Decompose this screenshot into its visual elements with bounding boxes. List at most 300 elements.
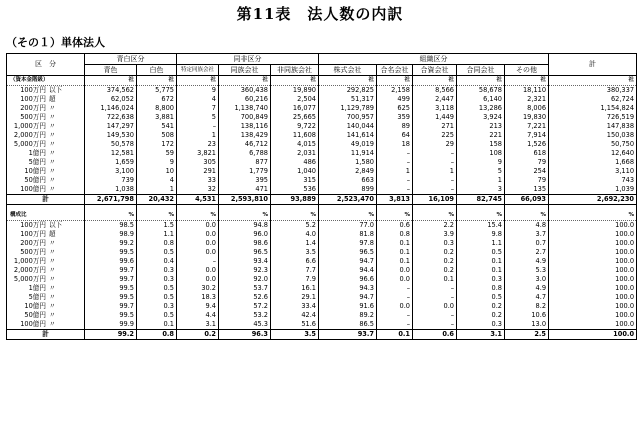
table-cell: 1,154,824 (549, 104, 637, 113)
table-cell: – (413, 320, 457, 330)
capital-suffix: 〃 (49, 176, 56, 184)
unit-cell: 社 (177, 76, 219, 86)
kubun-header: 区 分 (7, 54, 85, 76)
corporation-count-table (6, 53, 637, 340)
table-cell: 138,116 (219, 122, 271, 131)
table-cell: 33 (177, 176, 219, 185)
table-cell: 2.5 (505, 330, 549, 340)
table-cell: 0.1 (377, 330, 413, 340)
table-cell: 254 (505, 167, 549, 176)
table-cell: 1,039 (549, 185, 637, 195)
table-cell: 96.0 (219, 230, 271, 239)
table-cell: 2,593,810 (219, 195, 271, 205)
table-cell: 138,429 (219, 131, 271, 140)
table-cell: 89.2 (319, 311, 377, 320)
capital-amount: 200万円 (20, 239, 46, 247)
table-cell: 8,566 (413, 86, 457, 96)
table-cell: 1,038 (85, 185, 137, 195)
table-cell: 2,692,230 (549, 195, 637, 205)
table-cell: 722,638 (85, 113, 137, 122)
table-cell: 305 (177, 158, 219, 167)
table-cell: 0.1 (377, 239, 413, 248)
table-cell: 98.9 (85, 230, 137, 239)
table-cell: 62,052 (85, 95, 137, 104)
table-cell: – (377, 185, 413, 195)
table-cell: 0.5 (457, 248, 505, 257)
row-label (7, 113, 85, 122)
unit-cell: % (377, 211, 413, 221)
unit-cell: % (177, 211, 219, 221)
table-cell: 79 (505, 158, 549, 167)
table-cell: 5 (457, 167, 505, 176)
table-cell: 2,031 (271, 149, 319, 158)
row-label (7, 284, 85, 293)
table-cell: 0.1 (457, 266, 505, 275)
table-cell: 0.6 (413, 330, 457, 340)
capital-suffix: 〃 (49, 185, 56, 193)
capital-amount: 100億円 (20, 320, 46, 328)
table-cell: 53.2 (219, 311, 271, 320)
table-cell: 94.3 (319, 284, 377, 293)
capital-suffix: 〃 (49, 284, 56, 292)
col-header: 合資会社 (413, 65, 457, 76)
table-cell: 5.3 (505, 266, 549, 275)
row-label (7, 266, 85, 275)
table-cell: 7 (177, 104, 219, 113)
table-cell: – (177, 257, 219, 266)
table-cell: 3,924 (457, 113, 505, 122)
col-header: 株式会社 (319, 65, 377, 76)
table-cell: 1,138,740 (219, 104, 271, 113)
table-cell: 99.6 (85, 257, 137, 266)
table-cell: 94.4 (319, 266, 377, 275)
table-cell: 0.3 (457, 275, 505, 284)
table-cell: 100.0 (549, 239, 637, 248)
table-cell: 52.6 (219, 293, 271, 302)
table-subtitle: （その１）単体法人 (6, 36, 105, 49)
table-cell: 1,526 (505, 140, 549, 149)
table-cell: 93.7 (319, 330, 377, 340)
table-cell: – (377, 284, 413, 293)
capital-amount: 5億円 (28, 293, 46, 301)
capital-suffix: 超 (49, 230, 56, 238)
capital-suffix: 超 (49, 95, 56, 103)
table-cell: 315 (271, 176, 319, 185)
table-cell: 11,608 (271, 131, 319, 140)
row-label (7, 176, 85, 185)
table-cell: 3.0 (505, 275, 549, 284)
table-cell: 60,216 (219, 95, 271, 104)
table-cell: 99.5 (85, 293, 137, 302)
capital-suffix: 〃 (49, 311, 56, 319)
capital-amount: 2,000万円 (13, 266, 46, 274)
table-cell: 33.4 (271, 302, 319, 311)
unit-cell: % (219, 211, 271, 221)
table-cell: 100.0 (549, 302, 637, 311)
table-cell: 100.0 (549, 266, 637, 275)
pct-unit-row (7, 211, 637, 221)
table-cell: 0.1 (377, 257, 413, 266)
unit-cell: 社 (377, 76, 413, 86)
capital-suffix: 以下 (49, 221, 63, 229)
table-cell: 0.4 (137, 257, 177, 266)
table-cell: 91.6 (319, 302, 377, 311)
table-cell: 0.7 (505, 239, 549, 248)
table-cell: 0.1 (137, 320, 177, 330)
table-cell: 100.0 (549, 221, 637, 231)
table-cell: 1,659 (85, 158, 137, 167)
table-cell: 8.2 (505, 302, 549, 311)
table-row (7, 302, 637, 311)
unit-cell: % (85, 211, 137, 221)
table-cell: 0.3 (137, 302, 177, 311)
table-cell: – (377, 149, 413, 158)
table-cell: – (413, 158, 457, 167)
table-cell: 45.3 (219, 320, 271, 330)
table-cell: 499 (377, 95, 413, 104)
unit-cell: 社 (457, 76, 505, 86)
table-cell: 18,110 (505, 86, 549, 96)
table-cell: 8,800 (137, 104, 177, 113)
table-cell: 700,957 (319, 113, 377, 122)
capital-suffix: 〃 (49, 113, 56, 121)
table-cell: 147,297 (85, 122, 137, 131)
table-row (7, 122, 637, 131)
capital-suffix: 〃 (49, 293, 56, 301)
table-row (7, 239, 637, 248)
table-cell: 62,724 (549, 95, 637, 104)
capital-suffix: 〃 (49, 320, 56, 328)
table-cell: 1.1 (137, 230, 177, 239)
table-cell: 0.2 (413, 266, 457, 275)
table-cell: – (377, 158, 413, 167)
table-cell: 213 (457, 122, 505, 131)
table-cell: 2.2 (413, 221, 457, 231)
table-cell: 471 (219, 185, 271, 195)
table-cell: 508 (137, 131, 177, 140)
table-cell: 4,531 (177, 195, 219, 205)
capital-suffix: 以下 (49, 86, 63, 94)
capital-amount: 200万円 (20, 104, 46, 112)
table-cell: 0.3 (137, 266, 177, 275)
table-row (7, 185, 637, 195)
col-header: 非同族会社 (271, 65, 319, 76)
row-label (7, 140, 85, 149)
table-cell: 100.0 (549, 230, 637, 239)
table-cell: 19,890 (271, 86, 319, 96)
unit-cell: % (271, 211, 319, 221)
table-cell: 374,562 (85, 86, 137, 96)
capital-suffix: 〃 (49, 140, 56, 148)
table-cell: 380,337 (549, 86, 637, 96)
table-cell: 3.5 (271, 248, 319, 257)
col-header: 同族会社 (219, 65, 271, 76)
row-label (7, 86, 85, 96)
capital-suffix: 〃 (49, 239, 56, 247)
table-cell: – (413, 149, 457, 158)
capital-suffix: 〃 (49, 302, 56, 310)
table-cell: 1,580 (319, 158, 377, 167)
table-cell: 7.7 (271, 266, 319, 275)
table-cell: 77.0 (319, 221, 377, 231)
table-cell: 100.0 (549, 284, 637, 293)
total-label: 計 (7, 330, 85, 340)
table-cell: 16,109 (413, 195, 457, 205)
table-cell: 0.3 (457, 320, 505, 330)
table-cell: 1 (137, 185, 177, 195)
table-cell: 4,015 (271, 140, 319, 149)
table-cell: 6.6 (271, 257, 319, 266)
table-cell: – (413, 185, 457, 195)
table-cell: 0.2 (457, 302, 505, 311)
table-cell: 100.0 (549, 248, 637, 257)
section-label: 構成比 (7, 211, 85, 221)
table-cell: 1,668 (549, 158, 637, 167)
table-cell: 96.3 (219, 330, 271, 340)
capital-suffix: 〃 (49, 131, 56, 139)
table-cell: 0.3 (413, 239, 457, 248)
capital-amount: 100億円 (20, 185, 46, 193)
row-label (7, 221, 85, 231)
table-row (7, 140, 637, 149)
capital-amount: 500万円 (20, 248, 46, 256)
table-cell: 94.8 (219, 221, 271, 231)
table-cell: 51,317 (319, 95, 377, 104)
table-cell: 81.8 (319, 230, 377, 239)
capital-amount: 1,000万円 (13, 122, 46, 130)
table-row (7, 149, 637, 158)
total-label: 計 (7, 195, 85, 205)
table-row (7, 95, 637, 104)
table-cell: 0.2 (457, 311, 505, 320)
row-label (7, 104, 85, 113)
table-cell: 3,881 (137, 113, 177, 122)
table-cell: 100.0 (549, 311, 637, 320)
total-header: 計 (549, 54, 637, 76)
table-cell: 2.7 (505, 248, 549, 257)
table-cell: 0.0 (377, 266, 413, 275)
table-cell: 58,678 (457, 86, 505, 96)
capital-suffix: 〃 (49, 248, 56, 256)
table-cell: 1,449 (413, 113, 457, 122)
table-cell: 51.6 (271, 320, 319, 330)
table-cell: 1,040 (271, 167, 319, 176)
table-cell: 18.3 (177, 293, 219, 302)
table-cell: 0.8 (377, 230, 413, 239)
table-row (7, 176, 637, 185)
capital-amount: 50億円 (24, 176, 46, 184)
capital-suffix: 〃 (49, 104, 56, 112)
table-cell: 3,100 (85, 167, 137, 176)
table-cell: 7,221 (505, 122, 549, 131)
capital-amount: 5億円 (28, 158, 46, 166)
table-cell: 221 (457, 131, 505, 140)
table-cell: 4.7 (505, 293, 549, 302)
table-cell: – (413, 311, 457, 320)
capital-amount: 1,000万円 (13, 257, 46, 265)
capital-suffix: 〃 (49, 122, 56, 130)
table-cell: 4.9 (505, 284, 549, 293)
table-cell: 9 (177, 86, 219, 96)
table-cell: 5.2 (271, 221, 319, 231)
table-cell: 0.0 (177, 266, 219, 275)
table-cell: 18 (377, 140, 413, 149)
table-row (7, 167, 637, 176)
table-cell: 0.5 (457, 293, 505, 302)
table-cell: 6,140 (457, 95, 505, 104)
ratio-total-row (7, 330, 637, 340)
column-header-row (7, 65, 637, 76)
capital-amount: 1億円 (28, 284, 46, 292)
page-title: 第11表 法人数の内訳 (236, 5, 404, 23)
capital-amount: 500万円 (20, 113, 46, 121)
table-cell: – (413, 293, 457, 302)
table-cell: 0.5 (137, 284, 177, 293)
capital-amount: 10億円 (24, 302, 46, 310)
table-cell: 99.5 (85, 311, 137, 320)
unit-cell: 社 (271, 76, 319, 86)
table-cell: 0.3 (137, 275, 177, 284)
table-cell: 13,286 (457, 104, 505, 113)
table-cell: 625 (377, 104, 413, 113)
row-label (7, 95, 85, 104)
table-cell: 99.7 (85, 275, 137, 284)
table-cell: 99.2 (85, 330, 137, 340)
table-cell: 2,849 (319, 167, 377, 176)
table-cell: 96.6 (319, 275, 377, 284)
total-row (7, 195, 637, 205)
row-label (7, 293, 85, 302)
table-cell: 5,775 (137, 86, 177, 96)
table-cell: 1,146,024 (85, 104, 137, 113)
aoshiro-group-header: 青白区分 (85, 54, 177, 65)
row-label (7, 311, 85, 320)
unit-cell: % (457, 211, 505, 221)
table-cell: 158 (457, 140, 505, 149)
table-cell: 0.2 (413, 257, 457, 266)
unit-cell: 社 (137, 76, 177, 86)
table-cell: 100.0 (549, 275, 637, 284)
table-cell: – (377, 176, 413, 185)
table-cell: 3 (457, 185, 505, 195)
group-header-row (7, 54, 637, 65)
table-cell: 99.7 (85, 266, 137, 275)
table-cell: 7,914 (505, 131, 549, 140)
table-row (7, 230, 637, 239)
table-cell: 5 (177, 113, 219, 122)
table-cell: 99.5 (85, 248, 137, 257)
capital-suffix: 〃 (49, 275, 56, 283)
table-cell: 42.4 (271, 311, 319, 320)
col-header: 白色 (137, 65, 177, 76)
table-cell: 360,438 (219, 86, 271, 96)
table-cell: 899 (319, 185, 377, 195)
table-cell: 4.0 (271, 230, 319, 239)
table-row (7, 158, 637, 167)
section-label: （資本金階級） (7, 76, 85, 86)
table-cell: 4.9 (505, 257, 549, 266)
table-cell: 0.8 (137, 239, 177, 248)
table-cell: 877 (219, 158, 271, 167)
table-cell: 147,838 (549, 122, 637, 131)
table-cell: 23 (177, 140, 219, 149)
table-cell: 12,581 (85, 149, 137, 158)
table-cell: 291 (177, 167, 219, 176)
table-cell: 149,530 (85, 131, 137, 140)
table-cell: 1.4 (271, 239, 319, 248)
table-cell: 30.2 (177, 284, 219, 293)
table-cell: 2,671,798 (85, 195, 137, 205)
row-label (7, 320, 85, 330)
table-cell: 108 (457, 149, 505, 158)
table-cell: 0.8 (137, 330, 177, 340)
table-cell: 99.5 (85, 284, 137, 293)
col-header: 合名会社 (377, 65, 413, 76)
table-cell: 50,578 (85, 140, 137, 149)
table-cell: 2,447 (413, 95, 457, 104)
table-row (7, 266, 637, 275)
table-cell: 1.5 (137, 221, 177, 231)
table-cell: 395 (219, 176, 271, 185)
table-cell: 0.0 (177, 275, 219, 284)
table-cell: 9.4 (177, 302, 219, 311)
capital-amount: 100万円 (20, 230, 46, 238)
table-cell: 13.0 (505, 320, 549, 330)
table-cell: 10 (137, 167, 177, 176)
table-row (7, 131, 637, 140)
table-cell: 99.2 (85, 239, 137, 248)
table-cell: 93,889 (271, 195, 319, 205)
row-label (7, 248, 85, 257)
douhi-group-header: 同非区分 (177, 54, 319, 65)
table-cell: 3,821 (177, 149, 219, 158)
unit-cell: % (549, 211, 637, 221)
unit-cell: 社 (413, 76, 457, 86)
table-cell: 94.7 (319, 293, 377, 302)
table-row (7, 248, 637, 257)
col-header: 合同会社 (457, 65, 505, 76)
table-cell: – (177, 122, 219, 131)
table-cell: 6,788 (219, 149, 271, 158)
capital-amount: 50億円 (24, 311, 46, 319)
table-cell: 4.4 (177, 311, 219, 320)
table-cell: 2,504 (271, 95, 319, 104)
table-cell: 0.0 (177, 230, 219, 239)
unit-cell: 社 (505, 76, 549, 86)
table-cell: 3,813 (377, 195, 413, 205)
table-cell: 94.7 (319, 257, 377, 266)
table-cell: 743 (549, 176, 637, 185)
table-cell: 135 (505, 185, 549, 195)
capital-amount: 2,000万円 (13, 131, 46, 139)
table-cell: 3.9 (413, 230, 457, 239)
table-cell: 700,849 (219, 113, 271, 122)
table-cell: 0.0 (177, 239, 219, 248)
table-cell: 29.1 (271, 293, 319, 302)
table-cell: 15.4 (457, 221, 505, 231)
table-cell: 672 (137, 95, 177, 104)
table-cell: 0.2 (177, 330, 219, 340)
table-cell: 97.8 (319, 239, 377, 248)
table-cell: – (377, 320, 413, 330)
table-cell: 1 (377, 167, 413, 176)
capital-amount: 100万円 (20, 86, 46, 94)
table-cell: 1 (177, 131, 219, 140)
table-row (7, 275, 637, 284)
row-label (7, 230, 85, 239)
table-cell: 1,779 (219, 167, 271, 176)
row-label (7, 185, 85, 195)
